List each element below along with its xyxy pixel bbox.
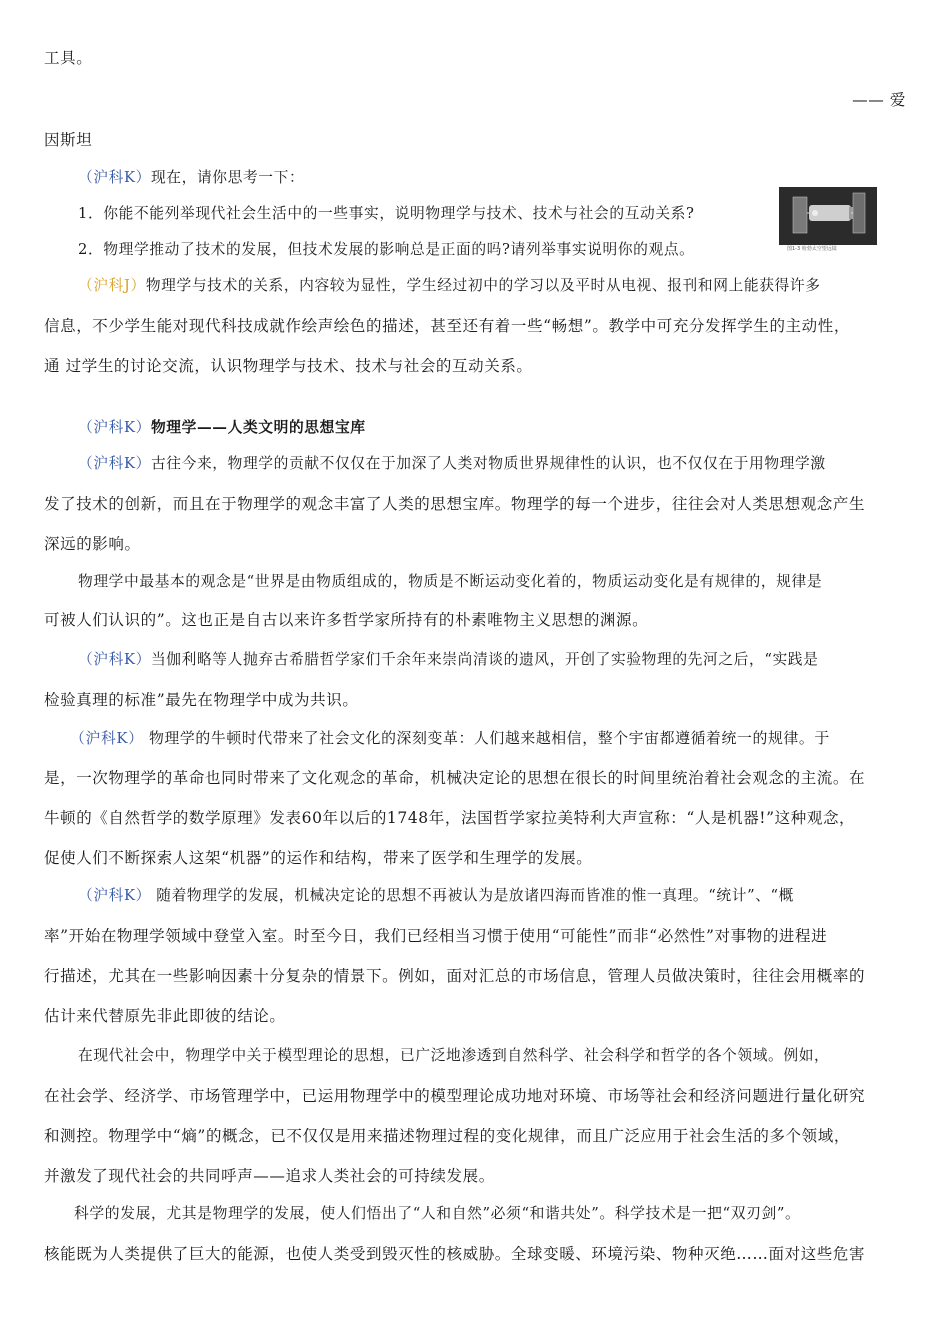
paragraph-line: 牛顿的《自然哲学的数学原理》发表60年以后的1748年，法国哲学家拉美特利大声宣称：“人是机器!”这种观念，	[44, 809, 856, 827]
paragraph-line: 科学的发展，尤其是物理学的发展，使人们悟出了“人和自然”必须“和谐共处”。科学技术是一把“双刃剑”。	[74, 1205, 801, 1222]
paragraph-line: 在现代社会中，物理学中关于模型理论的思想，已广泛地渗透到自然科学、社会科学和哲学的各个领域。例如，	[78, 1047, 830, 1064]
attribution-line: —— 爱	[852, 91, 906, 109]
text-line: 因斯坦	[44, 131, 93, 149]
source-tag: （沪科K）	[78, 455, 151, 472]
paragraph-line: 促使人们不断探索人这架“机器”的运作和结构，带来了医学和生理学的发展。	[44, 849, 593, 867]
section-heading: （沪科K）物理学——人类文明的思想宝库	[78, 419, 366, 436]
source-tag: （沪科K）	[78, 651, 151, 668]
question-item: 1．你能不能列举现代社会生活中的一些事实，说明物理学与技术、技术与社会的互动关系?	[78, 205, 695, 222]
paragraph-line: 行描述，尤其在一些影响因素十分复杂的情景下。例如，面对汇总的市场信息，管理人员做决策时，往往会用概率的	[44, 967, 866, 985]
paragraph-line: 并激发了现代社会的共同呼声——追求人类社会的可持续发展。	[44, 1167, 495, 1185]
paragraph-line: 深远的影响。	[44, 535, 141, 553]
paragraph-line: 在社会学、经济学、市场管理学中，已运用物理学中的模型理论成功地对环境、市场等社会和经济问题进行量化研究	[44, 1087, 866, 1105]
paragraph-line: （沪科K） 物理学的牛顿时代带来了社会文化的深刻变革：人们越来越相信，整个宇宙都遵循着统一的规律。于	[70, 729, 830, 747]
question-item: 2．物理学推动了技术的发展，但技术发展的影响总是正面的吗?请列举事实说明你的观点。	[78, 241, 695, 258]
figure-caption: 图1-3 哈勃太空望远镜	[787, 246, 837, 252]
source-tag: （沪科J）	[78, 277, 146, 294]
paragraph-line: 是，一次物理学的革命也同时带来了文化观念的革命，机械决定论的思想在很长的时间里统治着社会观念的主流。在	[44, 769, 866, 787]
paragraph-line: （沪科K）当伽利略等人抛弃古希腊哲学家们千余年来崇尚清谈的遗风，开创了实验物理的先河之后，“实践是	[78, 651, 819, 668]
paragraph-line: （沪科K）现在，请你思考一下：	[78, 169, 305, 186]
paragraph-line: （沪科J）物理学与技术的关系，内容较为显性，学生经过初中的学习以及平时从电视、报刊和网上能获得许多	[78, 277, 821, 294]
paragraph-line: 可被人们认识的”。这也正是自古以来许多哲学家所持有的朴素唯物主义思想的渊源。	[44, 611, 649, 629]
satellite-photo-icon	[779, 187, 877, 255]
text-line: 工具。	[44, 49, 93, 67]
paragraph-line: （沪科K）古往今来，物理学的贡献不仅仅在于加深了人类对物质世界规律性的认识，也不仅仅在于用物理学激	[78, 455, 826, 472]
paragraph-line: 核能既为人类提供了巨大的能源，也使人类受到毁灭性的核威胁。全球变暖、环境污染、物种灭绝……面对这些危害	[44, 1245, 866, 1263]
source-tag: （沪科K）	[70, 729, 144, 747]
paragraph-line: 物理学中最基本的观念是“世界是由物质组成的，物质是不断运动变化着的，物质运动变化是有规律的，规律是	[78, 573, 823, 590]
paragraph-line: 估计来代替原先非此即彼的结论。	[44, 1007, 286, 1025]
paragraph-line: 发了技术的创新，而且在于物理学的观念丰富了人类的思想宝库。物理学的每一个进步，往往会对人类思想观念产生	[44, 495, 866, 513]
source-tag: （沪科K）	[78, 887, 151, 904]
paragraph-line: 信息，不少学生能对现代科技成就作绘声绘色的描述，甚至还有着一些“畅想”。教学中可充分发挥学生的主动性，	[44, 317, 850, 335]
paragraph-line: （沪科K） 随着物理学的发展，机械决定论的思想不再被认为是放诸四海而皆准的惟一真理。“统计”、“概	[78, 887, 795, 904]
paragraph-line: 检验真理的标准”最先在物理学中成为共识。	[44, 691, 359, 709]
source-tag: （沪科K）	[78, 169, 151, 186]
paragraph-line: 率”开始在物理学领域中登堂入室。时至今日，我们已经相当习惯于使用“可能性”而非“必然性”对事物的进程进	[44, 927, 828, 945]
telescope-illustration-icon	[779, 187, 877, 245]
source-tag: （沪科K）	[78, 419, 151, 436]
paragraph-line: 通 过学生的讨论交流，认识物理学与技术、技术与社会的互动关系。	[44, 357, 533, 375]
paragraph-line: 和测控。物理学中“熵”的概念，已不仅仅是用来描述物理过程的变化规律，而且广泛应用于社会生活的多个领域，	[44, 1127, 850, 1145]
